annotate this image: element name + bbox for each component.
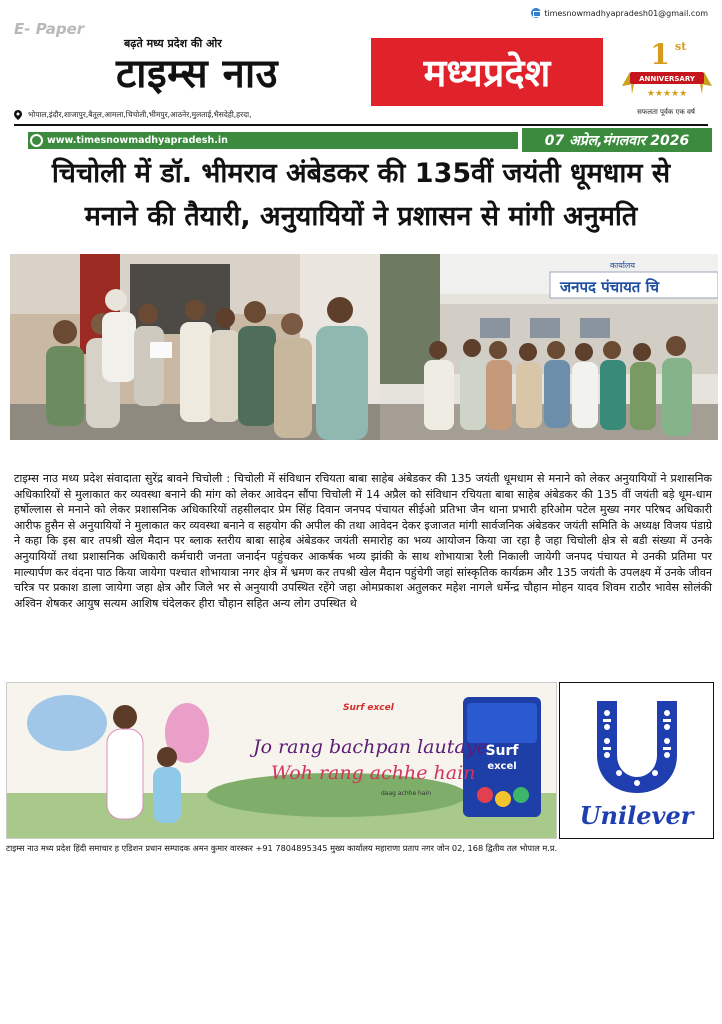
ad-small-tagline: daag achhe hain <box>381 790 432 797</box>
article-body: टाइम्स नाउ मध्य प्रदेश संवादाता सुरेंद्र बावने चिचोली : चिचोली में संविधान रचियता बाबा साहेब अंबेडकर की 135 जयंती धूमधाम से मनाने को लेकर अनुयायियों ने प्रशासनिक अधिकारियों से मुलाकात कर व्यवस्था बनाने की मांग को लेकर आवेदन सौंपा चिचोली में 14 अप्रैल को संविधान रचियता बाबा साहेब अंबेडकर की 135 वीं जयंती बड़े धूम-धाम हर्षोल्लास से मनाने को लेकर प्रशासनिक अधिकारियों तहसीलदार प्रेम सिंह दिवान जनपद पंचायत सीईओ प्रतिभा जैन थाना प्रभारी हरिओम पटेल मुख्य नगर परिषद अधिकारी आरीफ हुसैन से अनुयायियों ने मुलाकात कर व्यवस्था बनाने व सहयोग की अपील की तथा आवेदन देकर इजाजत मांगी सार्वजनिक अंबेडकर जयंती समिति के अध्यक्ष विजय पंडाग्रे ने कहा कि इस बार तपश्री खेल मैदान पर ब्लाक स्तरीय बाबा साहेब अंबेडकर जयंती समारोह का भव्य आयोजन किया जा रहा है जहा चिचोली क्षेत्र से बडी संख्या में उनके अनुयायियों तथा प्रशासनिक अधिकारी कर्मचारी जनता जनार्दन पहुंचकर आकर्षक भव्य झांकी के साथ शोभायात्रा रैली निकाली जायेगी जनपद पंचायत मे उनकी प्रतिमा पर माल्यार्पण कर वंदना पाठ किया जायेगा पश्चात शोभायात्रा नगर क्षेत्र में भ्रमण कर तपश्री खेल मैदान पहुंचेगी जहां सांस्कृतिक कार्यक्रम और 135 जयंती के उपलक्ष्य में उनके जीवन चरित्र पर प्रकाश डाला जायेगा जहा क्षेत्र और जिले भर से अनुयायी उपस्थित रहेंगे जहा ओमप्रकाश अतुलकर महेश नागले धर्मेन्द्र चौहान मोहन यादव शिवम राठौर भावेस सोलंकी अश्विन शेषकर आयुष सत्यम आशिष चंदेलकर हीरा चौहान सहित अन्य लोग उपस्थित थे <box>14 472 712 610</box>
anniversary-caption: सफलता पूर्वक एक वर्ष <box>637 108 695 116</box>
svg-text:★★★★★: ★★★★★ <box>646 89 688 99</box>
anniversary-badge <box>620 38 714 108</box>
ad-slogan-line-1: Jo rang bachpan lautaye <box>253 736 488 758</box>
header-divider <box>14 124 708 126</box>
masthead-title-right: मध्यप्रदेश <box>371 38 603 106</box>
svg-text:excel: excel <box>487 761 517 772</box>
article-headline <box>10 152 712 238</box>
website-url[interactable]: www.timesnowmadhyapradesh.in <box>47 135 228 146</box>
sign-office-text: कार्यालय <box>610 261 635 270</box>
unilever-advertisement[interactable] <box>559 682 714 839</box>
article-photo-janpad-office <box>380 254 718 440</box>
unilever-u-logo <box>589 695 685 795</box>
website-bar[interactable] <box>28 132 518 149</box>
anniversary-label: ANNIVERSARY <box>639 75 695 83</box>
headline-line-2: मनाने की तैयारी, अनुयायियों ने प्रशासन से मांगी अनुमति <box>84 201 638 232</box>
svg-text:Surf: Surf <box>485 743 519 759</box>
masthead-tagline: बढ़ते मध्य प्रदेश की ओर <box>124 37 222 50</box>
mail-icon <box>531 8 541 18</box>
surf-brand-logo: Surf excel <box>343 703 394 713</box>
sign-name-text: जनपद पंचायत चि <box>560 278 659 296</box>
email-text: timesnowmadhyapradesh01@gmail.com <box>544 8 708 18</box>
anniversary-rank: 1 <box>650 38 670 71</box>
unilever-wordmark: Unilever <box>579 801 694 830</box>
imprint-footer: टाइम्स नाउ मध्य प्रदेश हिंदी समाचार ह एडिशन प्रधान सम्पादक अमन कुमार वारस्कर +91 7804895345 मुख्य कार्यालय महाराणा प्रताप नगर जोन 02, 168 द्वितीय तल भोपाल म.प्र. <box>6 843 558 853</box>
issue-date: 07 अप्रेल,मंगलवार 2026 <box>522 128 712 152</box>
anniversary-suffix: st <box>675 40 687 53</box>
ad-slogan-line-2: Woh rang achhe hain <box>271 762 476 784</box>
surf-excel-advertisement[interactable] <box>6 682 557 839</box>
edition-locations <box>14 110 252 120</box>
article-photo-memorandum <box>10 254 382 440</box>
epaper-label: E- Paper <box>14 20 85 38</box>
globe-icon <box>30 134 43 147</box>
locations-text: भोपाल,इंदौर,शाजापुर,बैतूल,आमला,चिचोली,भीमपुर,आठनेर,मुलताई,भैसदेही,हरदा, <box>28 110 252 119</box>
headline-line-1: चिचोली में डॉ. भीमराव अंबेडकर की 135वीं जयंती धूमधाम से <box>51 158 671 189</box>
location-pin-icon <box>14 110 22 120</box>
masthead-title-left: टाइम्स नाउ <box>116 51 279 97</box>
email-contact[interactable] <box>531 8 708 18</box>
